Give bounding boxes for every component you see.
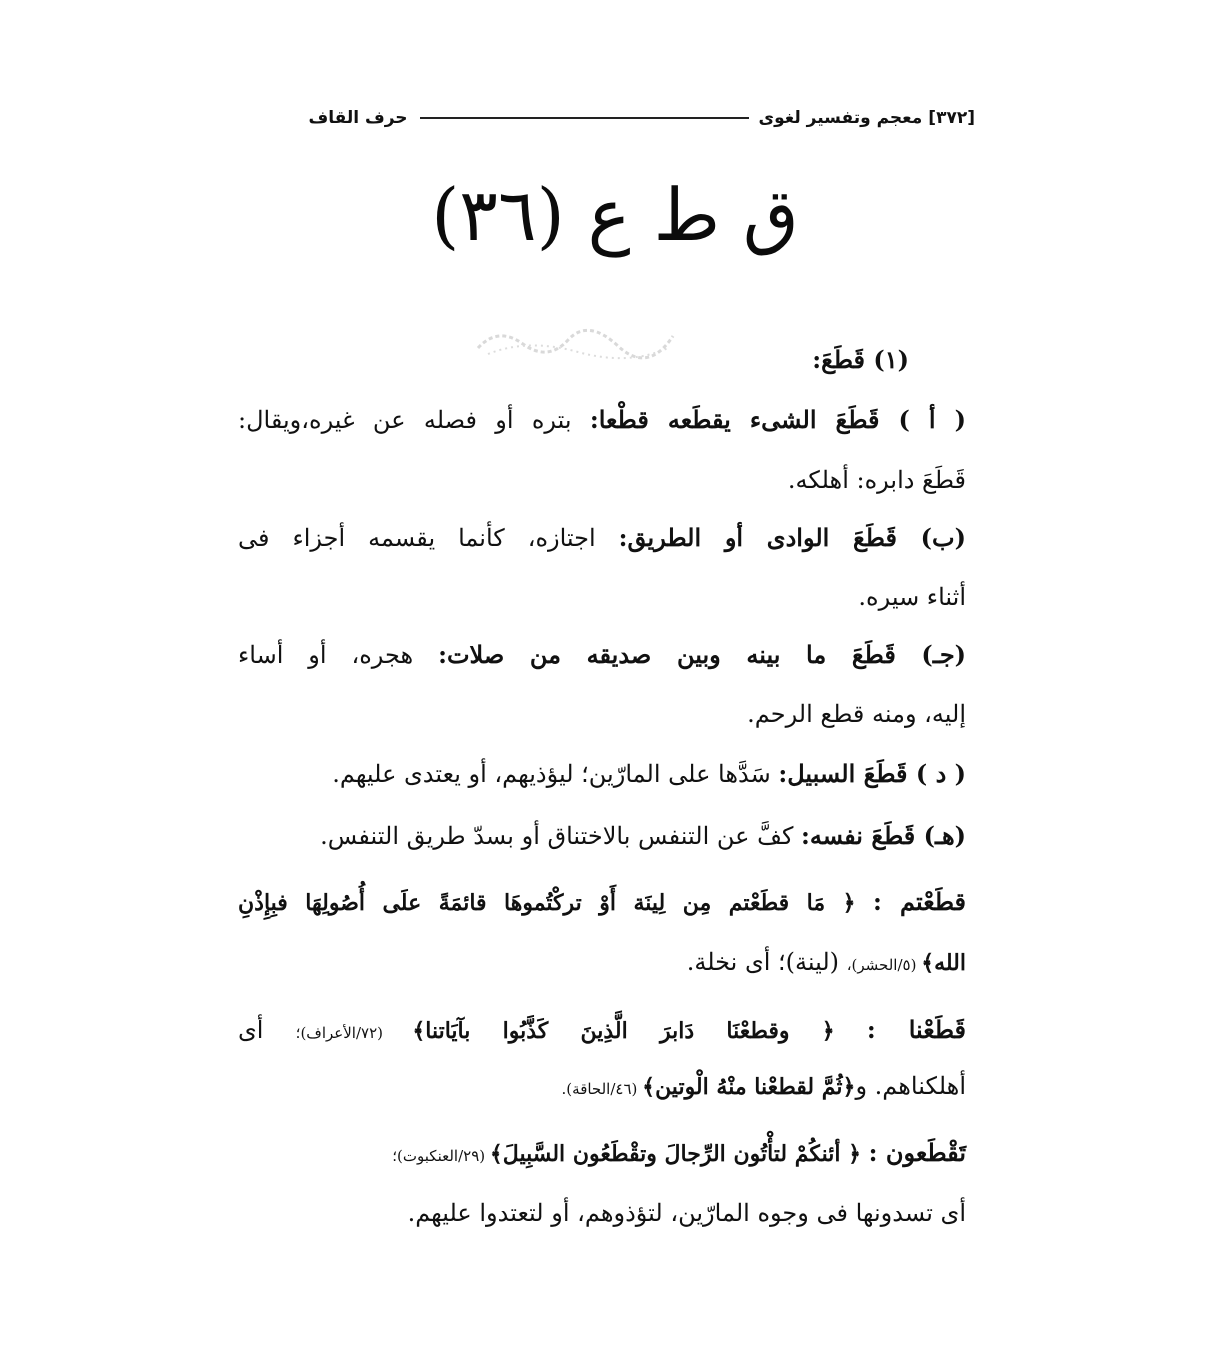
sense-a-line-1 [238,400,966,440]
sense-e-term: (هـ) قَطَعَ نفسه: [801,821,966,850]
qataana-line-2 [238,1066,966,1109]
sense-1-heading: (١) قَطَعَ: [812,345,909,374]
sense-d-line [238,754,966,794]
qataana-term: قَطَعْنا : [866,1015,966,1044]
qataana-explanation-start: أى [238,1016,296,1044]
qataatum-line-1 [238,882,966,923]
taqtaoon-term: تَقْطَعون : [868,1138,966,1167]
qataatum-verse-end: الله﴾ [921,950,966,976]
running-header [258,103,975,133]
qataana-verse: ﴿ وقطعْنَا دَابرَ الَّذِينَ كَذَّبُوا بآيَاتنا﴾ [412,1018,867,1044]
qataatum-term: قطَعْتم : [873,887,967,916]
sense-b-continuation: أثناء سيره. [858,583,966,611]
sense-d-term: ( د ) قَطَعَ السبيل: [778,759,966,788]
sense-d-definition: سَدَّها على المارّين؛ ليؤذيهم، أو يعتدى عليهم. [332,760,779,788]
sense-c-line-1 [238,635,966,675]
taqtaoon-line-1 [238,1133,966,1176]
qataana-reference-2: (٤٦/الحاقة). [561,1080,643,1098]
taqtaoon-line-2 [238,1193,966,1233]
qataatum-explanation: (لينة)؛ أى نخلة. [686,948,847,976]
qataana-verse-2: ﴿ثُمَّ لقطعْنا منْهُ الْوتين﴾ [642,1074,856,1100]
sense-b-term: (ب) قَطَعَ الوادى أو الطريق: [618,523,966,552]
sense-b-line-1 [238,518,966,558]
header-rule [420,117,749,119]
qataana-reference: (٧٢/الأعراف)؛ [295,1024,413,1042]
taqtaoon-verse: ﴿ أئنكُمْ لتأْتُون الرِّجالَ وتقْطَعُون السَّبِيلَ﴾ [489,1141,869,1167]
sense-e-line [238,816,966,856]
sense-a-term: ( أ ) قَطَعَ الشىء يقطَعه قطْعا: [589,405,966,434]
section-title: حرف القاف [308,108,408,128]
entry-title: ق ط ع (٣٦) [431,173,799,257]
taqtaoon-explanation: أى تسدونها فى وجوه المارّين، لتؤذوهم، أو لتعتدوا عليهم. [407,1199,966,1227]
qataana-line-1 [238,1010,966,1053]
taqtaoon-reference: (٢٩/العنكبوت)؛ [392,1147,490,1165]
qataana-explanation: أهلكناهم. و [855,1072,966,1100]
sense-c-definition: هجره، أو أساء [238,641,439,669]
sense-c-continuation: إليه، ومنه قطع الرحم. [747,700,966,728]
qataatum-verse: ﴿ مَا قطَعْتم مِن لِينَة أَوْ تركْتُموهَا قائمَةً علَى أُصُولِهَا فبِإِذْنِ [238,890,874,916]
entry-heading-qataa [179,340,909,380]
sense-a-line-2 [238,460,966,500]
sense-b-definition: اجتازه، كأنما يقسمه أجزاء فى [238,524,619,552]
book-title: معجم وتفسير لغوى [758,108,923,128]
qataatum-reference: (٥/الحشر)، [846,956,922,974]
qataatum-line-2 [238,942,966,985]
sense-a-continuation: قَطَعَ دابره: أهلكه. [787,466,966,494]
sense-c-term: (جـ) قَطَعَ ما بينه وبين صديقه من صلات: [438,640,967,669]
sense-b-line-2 [238,577,966,617]
sense-a-definition: بتره أو فصله عن غيره،ويقال: [238,406,590,434]
sense-e-definition: كفَّ عن التنفس بالاختناق أو بسدّ طريق التنفس. [320,822,801,850]
page-number: [٣٧٢] [928,108,975,128]
sense-c-line-2 [238,694,966,734]
